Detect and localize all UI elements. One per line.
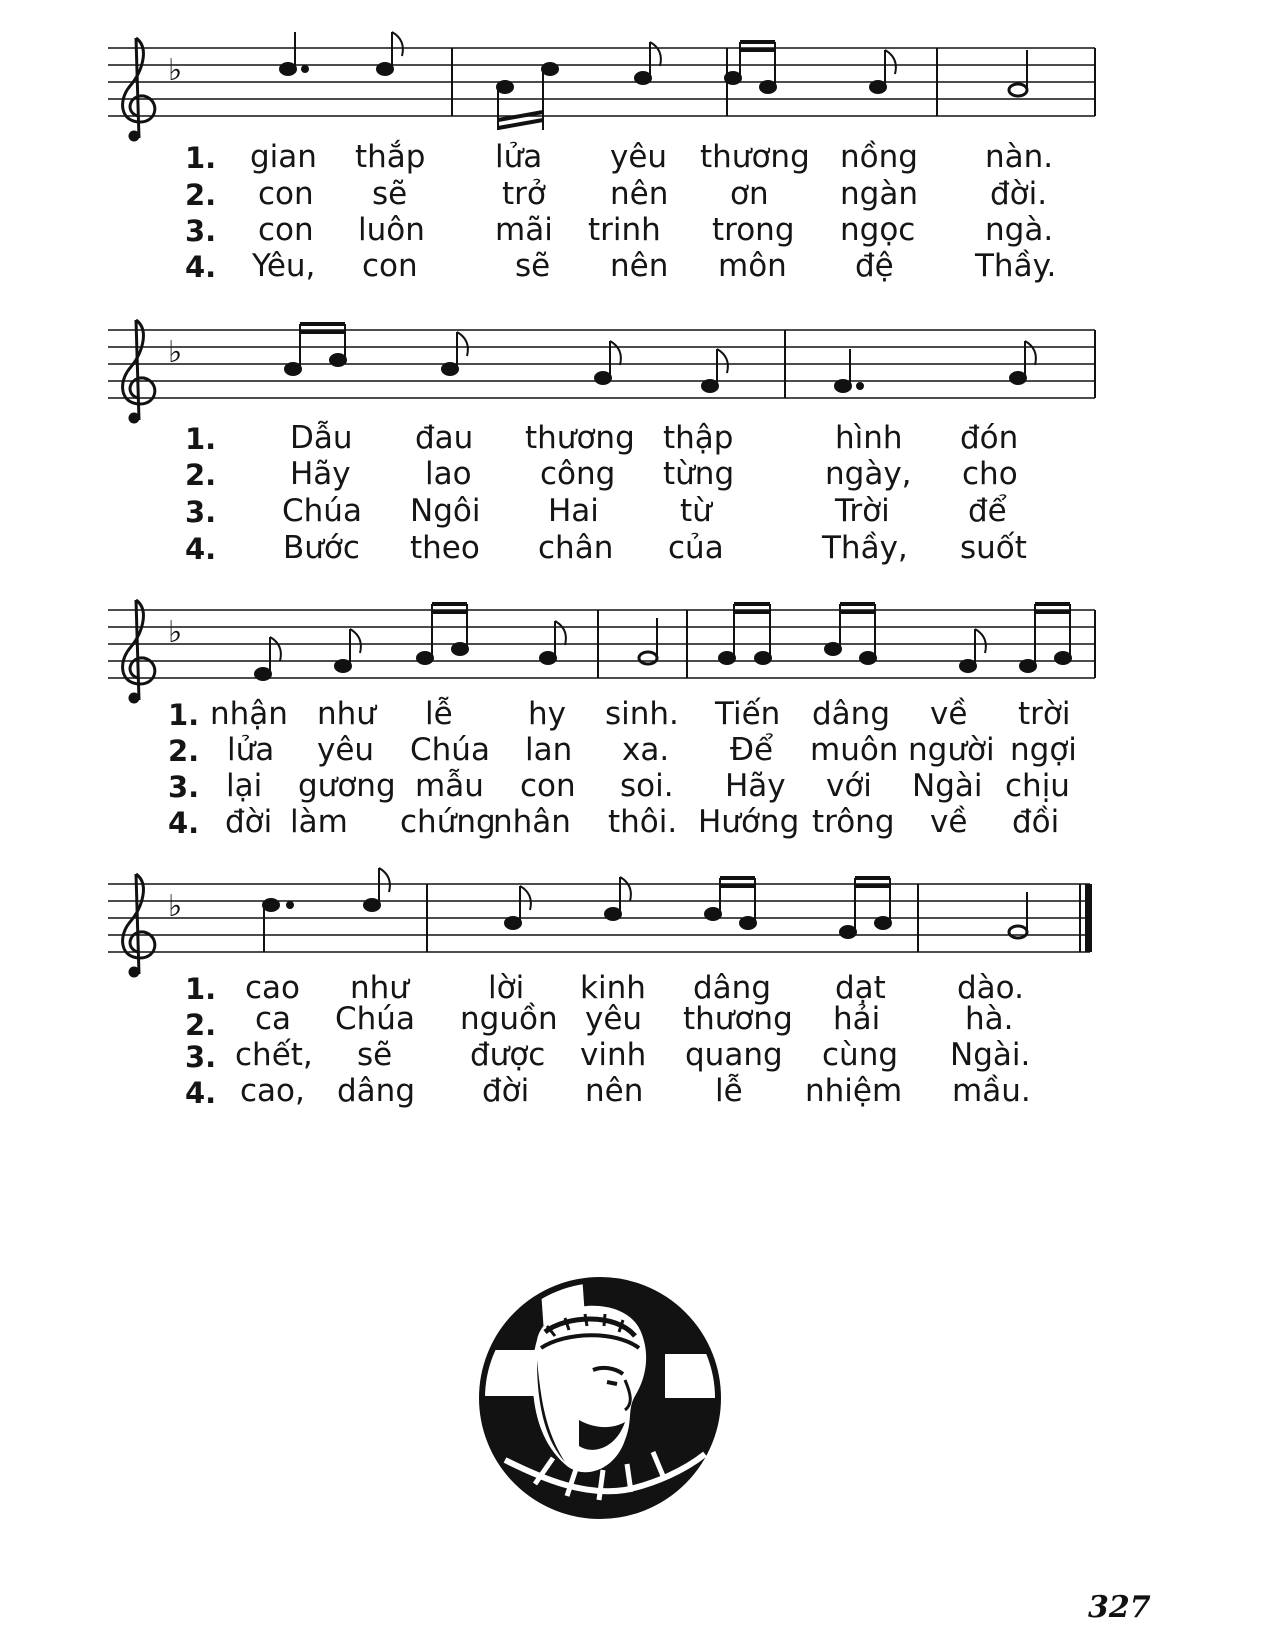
lyric-word: nên: [585, 1073, 644, 1109]
verse-number: 4.: [168, 806, 200, 840]
treble-clef-icon: [123, 320, 155, 422]
verse-number: 3.: [185, 214, 217, 248]
lyric-word: Tiến: [715, 696, 781, 732]
lyric-word: từng: [663, 456, 735, 492]
notes: [255, 604, 1071, 680]
lyric-word: đời.: [990, 176, 1048, 212]
lyric-word: Trời: [835, 493, 890, 529]
lyric-word: sinh.: [605, 696, 679, 732]
verse-number: 4.: [185, 532, 217, 566]
verse-number: 3.: [185, 495, 217, 529]
music-staff-4: [0, 866, 1275, 976]
verse-number: 2.: [185, 1008, 217, 1042]
lyric-word: thập: [663, 420, 734, 456]
lyric-word: Ngài.: [950, 1037, 1031, 1073]
lyric-word: con: [258, 212, 314, 248]
lyric-word: yêu: [317, 732, 375, 768]
verse-number: 1.: [185, 141, 217, 175]
lyric-word: con: [520, 768, 576, 804]
verse-number: 1.: [168, 698, 200, 732]
lyric-word: nên: [610, 248, 669, 284]
lyric-word: đời: [225, 804, 273, 840]
final-barline: [1085, 884, 1092, 952]
key-flat: ♭: [168, 53, 183, 88]
lyric-word: luôn: [358, 212, 425, 248]
treble-clef-icon: [123, 600, 155, 702]
christ-cross-emblem-icon: [475, 1270, 725, 1525]
lyric-word: vinh: [580, 1037, 647, 1073]
verse-number: 1.: [185, 972, 217, 1006]
lyric-word: thương: [700, 139, 810, 175]
lyric-word: trở: [502, 176, 546, 212]
lyric-word: dâng: [337, 1073, 415, 1109]
lyric-word: lan: [525, 732, 573, 768]
lyric-word: đồi: [1012, 804, 1060, 840]
lyric-word: mẫu: [415, 768, 484, 804]
lyric-word: đón: [960, 420, 1019, 456]
lyric-word: Ngài: [912, 768, 983, 804]
lyric-word: như: [350, 970, 409, 1006]
lyric-word: với: [826, 768, 872, 804]
lyric-word: chết,: [235, 1037, 313, 1073]
lyric-word: về: [930, 696, 968, 732]
lyric-word: cao,: [240, 1073, 305, 1109]
lyric-word: nồng: [840, 139, 918, 175]
lyric-word: Chúa: [410, 732, 490, 768]
lyric-word: quang: [685, 1037, 783, 1073]
lyric-word: chứng: [400, 804, 496, 840]
lyric-word: như: [317, 696, 376, 732]
lyric-word: Ngôi: [410, 493, 481, 529]
lyric-word: yêu: [610, 139, 668, 175]
lyric-word: lễ: [715, 1073, 743, 1109]
lyric-word: thương: [525, 420, 635, 456]
music-staff-2: [0, 310, 1275, 420]
lyric-word: Dẫu: [290, 420, 353, 456]
lyric-word: ca: [255, 1001, 292, 1037]
treble-clef-icon: [123, 874, 155, 976]
lyric-word: sẽ: [515, 248, 551, 284]
lyric-word: nhân: [493, 804, 571, 840]
lyric-word: gian: [250, 139, 317, 175]
lyric-word: con: [258, 176, 314, 212]
lyric-word: ngọc: [840, 212, 916, 248]
lyric-word: dâng: [693, 970, 771, 1006]
music-staff-1: [0, 30, 1275, 140]
lyric-word: Hãy: [290, 456, 351, 492]
lyric-word: soi.: [620, 768, 674, 804]
lyric-word: chân: [538, 530, 614, 566]
page-number: 327: [1088, 1590, 1151, 1625]
lyric-word: đau: [415, 420, 474, 456]
lyric-word: sẽ: [357, 1037, 393, 1073]
lyric-word: nên: [610, 176, 669, 212]
verse-number: 2.: [168, 734, 200, 768]
lyric-word: thôi.: [608, 804, 678, 840]
lyric-word: ơn: [730, 176, 769, 212]
lyric-word: mãi: [495, 212, 553, 248]
lyric-word: nguồn: [460, 1001, 558, 1037]
lyric-word: về: [930, 804, 968, 840]
lyric-word: muôn: [810, 732, 899, 768]
lyric-word: chịu: [1005, 768, 1070, 804]
verse-number: 4.: [185, 1076, 217, 1110]
lyric-word: Hai: [548, 493, 599, 529]
lyric-word: lao: [425, 456, 472, 492]
music-staff-3: [0, 592, 1275, 702]
lyric-word: ngày,: [825, 456, 912, 492]
lyric-word: hải: [833, 1001, 881, 1037]
lyric-word: kinh: [580, 970, 646, 1006]
lyric-word: thương: [683, 1001, 793, 1037]
lyric-word: để: [968, 493, 1007, 529]
lyric-word: lửa: [227, 732, 275, 768]
notes: [285, 324, 1036, 392]
lyric-word: Hướng: [698, 804, 800, 840]
lyric-word: ngàn: [840, 176, 918, 212]
notes: [263, 868, 1027, 952]
verse-number: 1.: [185, 422, 217, 456]
lyric-word: làm: [290, 804, 348, 840]
verse-number: 3.: [168, 770, 200, 804]
verse-number: 4.: [185, 250, 217, 284]
lyric-word: dào.: [957, 970, 1024, 1006]
lyric-word: con: [362, 248, 418, 284]
lyric-word: lửa: [495, 139, 543, 175]
lyric-word: trông: [812, 804, 895, 840]
verse-number: 3.: [185, 1040, 217, 1074]
lyric-word: được: [470, 1037, 546, 1073]
lyric-word: từ: [680, 493, 712, 529]
lyric-word: nàn.: [985, 139, 1054, 175]
key-flat: ♭: [168, 889, 183, 924]
lyric-word: môn: [718, 248, 787, 284]
key-flat: ♭: [168, 615, 183, 650]
lyric-word: trong: [712, 212, 795, 248]
lyric-word: hà.: [965, 1001, 1014, 1037]
lyric-word: hy: [528, 696, 566, 732]
lyric-word: dâng: [812, 696, 890, 732]
lyric-word: cao: [245, 970, 301, 1006]
lyric-word: suốt: [960, 530, 1027, 566]
lyric-word: lễ: [425, 696, 453, 732]
lyric-word: lời: [488, 970, 525, 1006]
lyric-word: Chúa: [282, 493, 362, 529]
lyric-word: người: [908, 732, 995, 768]
lyric-word: mầu.: [952, 1073, 1031, 1109]
lyric-word: xa.: [622, 732, 670, 768]
lyric-word: công: [540, 456, 616, 492]
lyric-word: ngà.: [985, 212, 1054, 248]
lyric-word: đệ: [855, 248, 894, 284]
lyric-word: cho: [962, 456, 1018, 492]
lyric-word: lại: [226, 768, 263, 804]
lyric-word: sẽ: [372, 176, 408, 212]
key-flat: ♭: [168, 335, 183, 370]
verse-number: 2.: [185, 458, 217, 492]
lyric-word: Chúa: [335, 1001, 415, 1037]
lyric-word: cùng: [822, 1037, 899, 1073]
lyric-word: Yêu,: [252, 248, 316, 284]
lyric-word: Thầy.: [975, 248, 1057, 284]
lyric-word: gương: [298, 768, 396, 804]
lyric-word: của: [668, 530, 724, 566]
lyric-word: yêu: [585, 1001, 643, 1037]
treble-clef-icon: [123, 38, 155, 140]
lyric-word: trời: [1018, 696, 1071, 732]
lyric-word: nhiệm: [805, 1073, 903, 1109]
lyric-word: Hãy: [725, 768, 786, 804]
lyric-word: Để: [730, 732, 774, 768]
lyric-word: trinh: [588, 212, 661, 248]
lyric-word: Bước: [283, 530, 360, 566]
lyric-word: nhận: [210, 696, 288, 732]
lyric-word: ngợi: [1010, 732, 1077, 768]
lyric-word: hình: [835, 420, 903, 456]
lyric-word: đời: [482, 1073, 530, 1109]
lyric-word: Thầy,: [822, 530, 908, 566]
lyric-word: theo: [410, 530, 480, 566]
lyric-word: dạt: [835, 970, 886, 1006]
verse-number: 2.: [185, 178, 217, 212]
lyric-word: thắp: [355, 139, 426, 175]
